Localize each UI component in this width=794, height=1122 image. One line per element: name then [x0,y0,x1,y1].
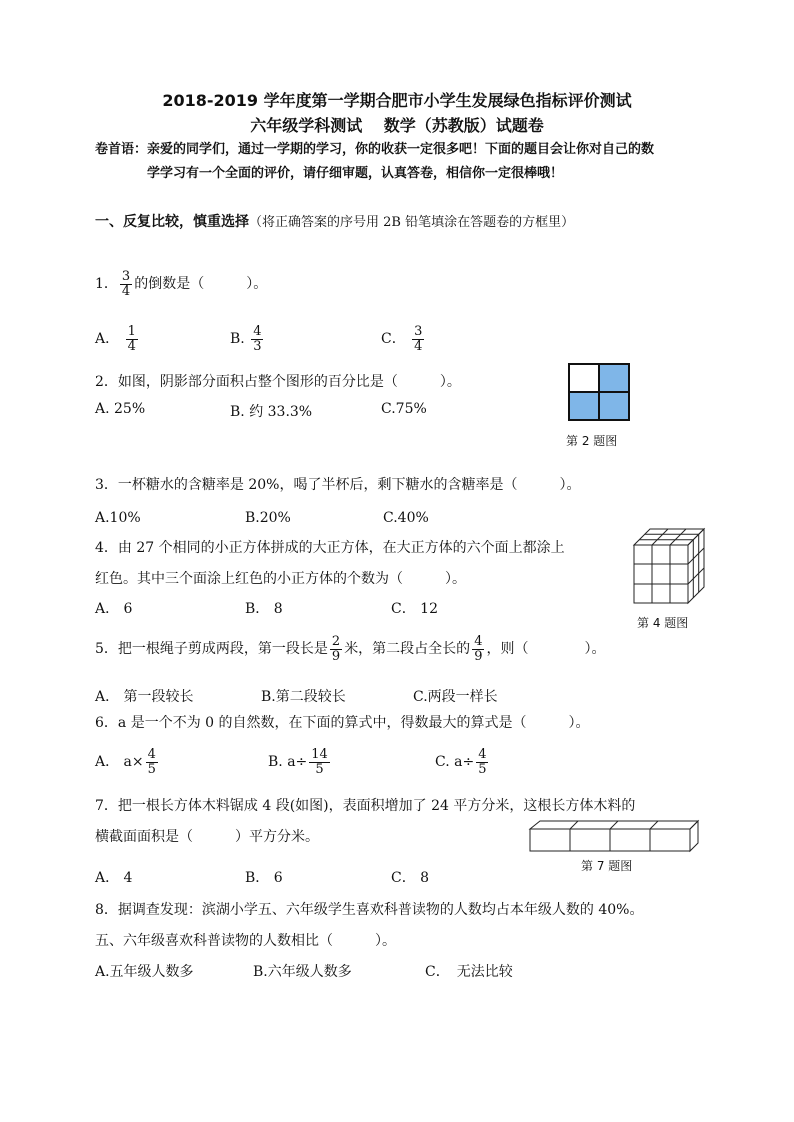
preface-label: 卷首语： [95,142,148,157]
q4-caption: 第 4 题图 [637,616,689,630]
q1-a-label: A． [95,331,120,348]
q3-option-b[interactable]: B.20% [245,510,291,526]
preface-line1 [95,138,654,157]
q5-option-a[interactable]: A． 第一段较长 [95,689,194,705]
q5-fraction1 [330,635,342,663]
q1-option-c[interactable] [381,325,426,353]
q1-c-label: C． [381,331,406,348]
q7-option-b[interactable]: B． 6 [245,870,283,886]
q6-a-label: A． a× [95,754,144,771]
q6-a-num: 4 [147,747,156,762]
q4-stem-line2: 红色。其中三个面涂上红色的小正方体的个数为（ ）。 [95,571,466,587]
q7-stem-line2: 横截面面积是（ ）平方分米。 [95,829,319,845]
q1-fraction [120,270,132,298]
q4-cube-figure [632,527,708,607]
q6-a-den: 5 [147,761,156,777]
q1-c-num: 3 [414,324,423,339]
q1-a-fraction [126,325,138,353]
q1-option-b[interactable] [230,325,265,353]
q1-a-num: 1 [127,324,136,339]
q6-c-label: C. a÷ [435,754,475,771]
q2-option-a[interactable]: A. 25% [95,401,146,417]
q7-caption: 第 7 题图 [581,859,633,873]
q3-stem: 3．一杯糖水的含糖率是 20%，喝了半杯后，剩下糖水的含糖率是（ ）。 [95,477,581,493]
q5-fraction2 [472,635,484,663]
q2-option-b[interactable]: B. 约 33.3% [230,404,313,420]
q7-option-c[interactable]: C． 8 [391,870,430,886]
q1-stem [95,270,267,298]
q6-option-b[interactable] [268,748,332,776]
q2-shaded-cell [569,392,599,420]
q8-stem-line1: 8．据调查发现：滨湖小学五、六年级学生喜欢科普读物的人数均占本年级人数的 40%。 [95,902,644,918]
exam-title-line2: 六年级学科测试 数学（苏教版）试题卷 [250,116,544,135]
q1-b-label: B. [230,331,245,348]
q4-stem-line1: 4．由 27 个相同的小正方体拼成的大正方体，在大正方体的六个面上都涂上 [95,540,565,556]
q1-c-fraction [412,325,424,353]
q3-option-c[interactable]: C.40% [383,510,429,526]
q1-suffix: 的倒数是（ ）。 [134,276,268,293]
q8-option-c[interactable]: C． 无法比较 [425,964,513,980]
q2-unshaded-cell [569,364,599,392]
q1-c-den: 4 [414,338,423,354]
q2-figure [567,362,633,422]
q2-shaded-cell [599,364,629,392]
q5-num1: 2 [331,634,341,649]
q6-c-den: 5 [478,761,487,777]
section1-heading-row [95,211,574,231]
q5-stem [95,635,605,663]
q4-option-a[interactable]: A． 6 [95,601,133,617]
q6-b-num: 14 [311,747,328,762]
q7-option-a[interactable]: A． 4 [95,870,133,886]
exam-title-line1: 2018-2019 学年度第一学期合肥市小学生发展绿色指标评价测试 [162,91,632,110]
q5-num2: 4 [474,634,483,649]
q6-a-fraction [146,748,158,776]
q1-b-fraction [251,325,263,353]
q6-b-label: B. a÷ [268,754,308,771]
q2-shaded-cell [599,392,629,420]
preface-line2: 学学习有一个全面的评价，请仔细审题，认真答卷，相信你一定很棒哦！ [147,166,564,181]
q5-den1: 9 [331,648,341,664]
q7-wood-figure [528,819,700,853]
q6-option-a[interactable] [95,748,160,776]
section1-heading: 一、反复比较，慎重选择 [95,214,249,230]
q6-option-c[interactable] [435,748,490,776]
q4-option-b[interactable]: B． 8 [245,601,283,617]
q5-den2: 9 [474,648,483,664]
q6-c-fraction [476,748,488,776]
section1-note: （将正确答案的序号用 2B 铅笔填涂在答题卷的方框里） [249,215,575,230]
q2-stem: 2．如图，阴影部分面积占整个图形的百分比是（ ）。 [95,374,461,390]
q1-frac-den: 4 [121,283,131,299]
q8-option-b[interactable]: B.六年级人数多 [253,964,352,980]
q1-b-num: 4 [253,324,262,339]
q5-part2: 米，第二段占全长的 [344,641,471,658]
q5-option-c[interactable]: C.两段一样长 [413,689,498,705]
q5-option-b[interactable]: B.第二段较长 [261,689,346,705]
q3-option-a[interactable]: A.10% [95,510,141,526]
q1-frac-num: 3 [121,269,131,284]
q2-option-c[interactable]: C.75% [381,401,427,417]
q7-stem-line1: 7．把一根长方体木料锯成 4 段(如图)，表面积增加了 24 平方分米，这根长方体木料的 [95,798,636,814]
q8-stem-line2: 五、六年级喜欢科普读物的人数相比（ ）。 [95,933,396,949]
q2-caption: 第 2 题图 [566,434,618,448]
q1-b-den: 3 [253,338,262,354]
q6-b-fraction [309,748,330,776]
q1-number: 1． [95,276,118,293]
q6-stem: 6．a 是一个不为 0 的自然数，在下面的算式中，得数最大的算式是（ ）。 [95,715,590,731]
q6-b-den: 5 [315,761,324,777]
q6-c-num: 4 [478,747,487,762]
q5-part3: ，则（ ）。 [486,641,606,658]
q1-option-a[interactable] [95,325,140,353]
q4-option-c[interactable]: C． 12 [391,601,438,617]
q8-option-a[interactable]: A.五年级人数多 [95,964,194,980]
preface-text1: 亲爱的同学们，通过一学期的学习，你的收获一定很多吧！下面的题目会让你对自己的数 [147,142,655,157]
q5-part1: 5．把一根绳子剪成两段，第一段长是 [95,641,328,658]
q1-a-den: 4 [127,338,136,354]
